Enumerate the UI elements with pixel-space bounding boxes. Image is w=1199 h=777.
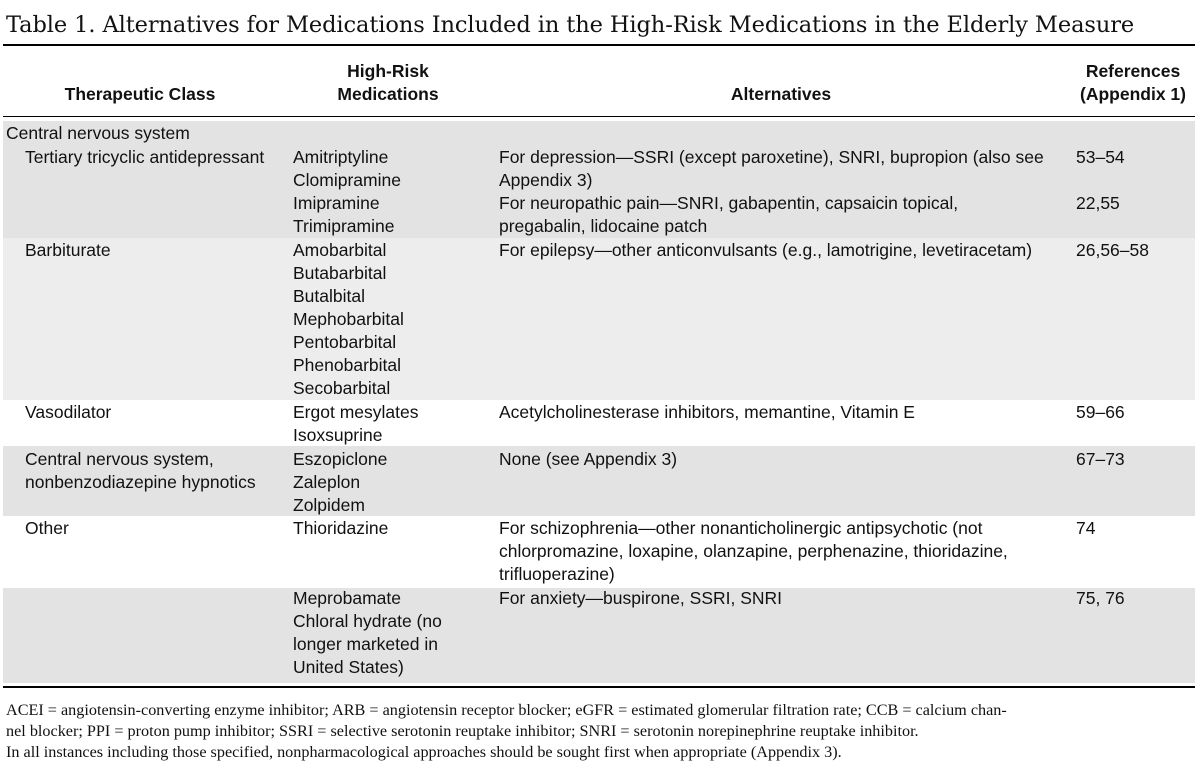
- section-label: Central nervous system: [6, 123, 190, 143]
- medication-cell: Butabarbital: [293, 263, 387, 283]
- medication-cell: Thioridazine: [293, 518, 389, 538]
- alternatives-cell: Appendix 3): [499, 170, 593, 190]
- medication-cell: longer marketed in: [293, 634, 438, 654]
- shaded-band-barbiturate: [3, 238, 1195, 400]
- header-high-risk-line2: Medications: [337, 84, 439, 104]
- header-rule: [3, 116, 1195, 117]
- medication-cell: Meprobamate: [293, 588, 401, 608]
- medication-cell: Pentobarbital: [293, 332, 397, 352]
- class-cell: nonbenzodiazepine hypnotics: [25, 472, 256, 492]
- alternatives-cell: None (see Appendix 3): [499, 449, 678, 469]
- medication-cell: Trimipramine: [293, 216, 395, 236]
- medication-cell: United States): [293, 657, 404, 677]
- table-title: Table 1. Alternatives for Medications Included in the High-Risk Medications in the Elderly Measure: [6, 12, 1135, 38]
- alternatives-cell: For epilepsy—other anticonvulsants (e.g., lamotrigine, levetiracetam): [499, 240, 1033, 260]
- header-references-line1: References: [1085, 61, 1181, 81]
- medication-cell: Mephobarbital: [293, 309, 404, 329]
- references-cell: 67–73: [1076, 449, 1125, 469]
- references-cell: 22,55: [1076, 193, 1120, 213]
- top-rule: [3, 44, 1195, 46]
- class-cell: Other: [25, 518, 69, 538]
- medication-cell: Ergot mesylates: [293, 402, 419, 422]
- alternatives-cell: For depression—SSRI (except paroxetine), SNRI, bupropion (also see: [499, 147, 1044, 167]
- bottom-rule: [3, 686, 1195, 688]
- medication-cell: Chloral hydrate (no: [293, 611, 442, 631]
- medication-cell: Zolpidem: [293, 495, 365, 515]
- medication-cell: Zaleplon: [293, 472, 361, 492]
- alternatives-cell: trifluoperazine): [499, 564, 615, 584]
- references-cell: 59–66: [1076, 402, 1125, 422]
- references-cell: 26,56–58: [1076, 240, 1149, 260]
- header-therapeutic-class: Therapeutic Class: [64, 84, 216, 104]
- footnote-abbreviations-line2: nel blocker; PPI = proton pump inhibitor; SSRI = selective serotonin reuptake inhibitor; SNRI = serotonin norepinephrine reuptake inhibitor.: [6, 722, 919, 740]
- footnote-abbreviations-line1: ACEI = angiotensin-converting enzyme inhibitor; ARB = angiotensin receptor blocker; eGFR = estimated glomerular filtration rate; CCB = calcium chan-: [6, 701, 1007, 719]
- medication-cell: Butalbital: [293, 286, 365, 306]
- class-cell: Central nervous system,: [25, 449, 214, 469]
- alternatives-cell: For anxiety—buspirone, SSRI, SNRI: [499, 588, 783, 608]
- medication-cell: Clomipramine: [293, 170, 401, 190]
- medication-cell: Phenobarbital: [293, 355, 401, 375]
- medication-cell: Eszopiclone: [293, 449, 388, 469]
- medication-cell: Secobarbital: [293, 378, 391, 398]
- medication-cell: Imipramine: [293, 193, 380, 213]
- medication-cell: Isoxsuprine: [293, 425, 383, 445]
- references-cell: 53–54: [1076, 147, 1125, 167]
- medication-cell: Amitriptyline: [293, 147, 389, 167]
- references-cell: 75, 76: [1076, 588, 1125, 608]
- alternatives-cell: pregabalin, lidocaine patch: [499, 216, 708, 236]
- class-cell: Vasodilator: [25, 402, 112, 422]
- alternatives-cell: Acetylcholinesterase inhibitors, memantine, Vitamin E: [499, 402, 915, 422]
- medication-cell: Amobarbital: [293, 240, 387, 260]
- footnote-nonpharmacological: In all instances including those specified, nonpharmacological approaches should be sought first when appropriate (Appendix 3).: [6, 743, 842, 761]
- header-high-risk-line1: High-Risk: [347, 61, 429, 81]
- alternatives-cell: For neuropathic pain—SNRI, gabapentin, capsaicin topical,: [499, 193, 959, 213]
- header-alternatives: Alternatives: [730, 84, 832, 104]
- header-references-line2: (Appendix 1): [1080, 84, 1186, 104]
- class-cell: Tertiary tricyclic antidepressant: [25, 147, 265, 167]
- alternatives-cell: chlorpromazine, loxapine, olanzapine, perphenazine, thioridazine,: [499, 541, 1008, 561]
- class-cell: Barbiturate: [25, 240, 111, 260]
- references-cell: 74: [1076, 518, 1096, 538]
- alternatives-cell: For schizophrenia—other nonanticholinergic antipsychotic (not: [499, 518, 983, 538]
